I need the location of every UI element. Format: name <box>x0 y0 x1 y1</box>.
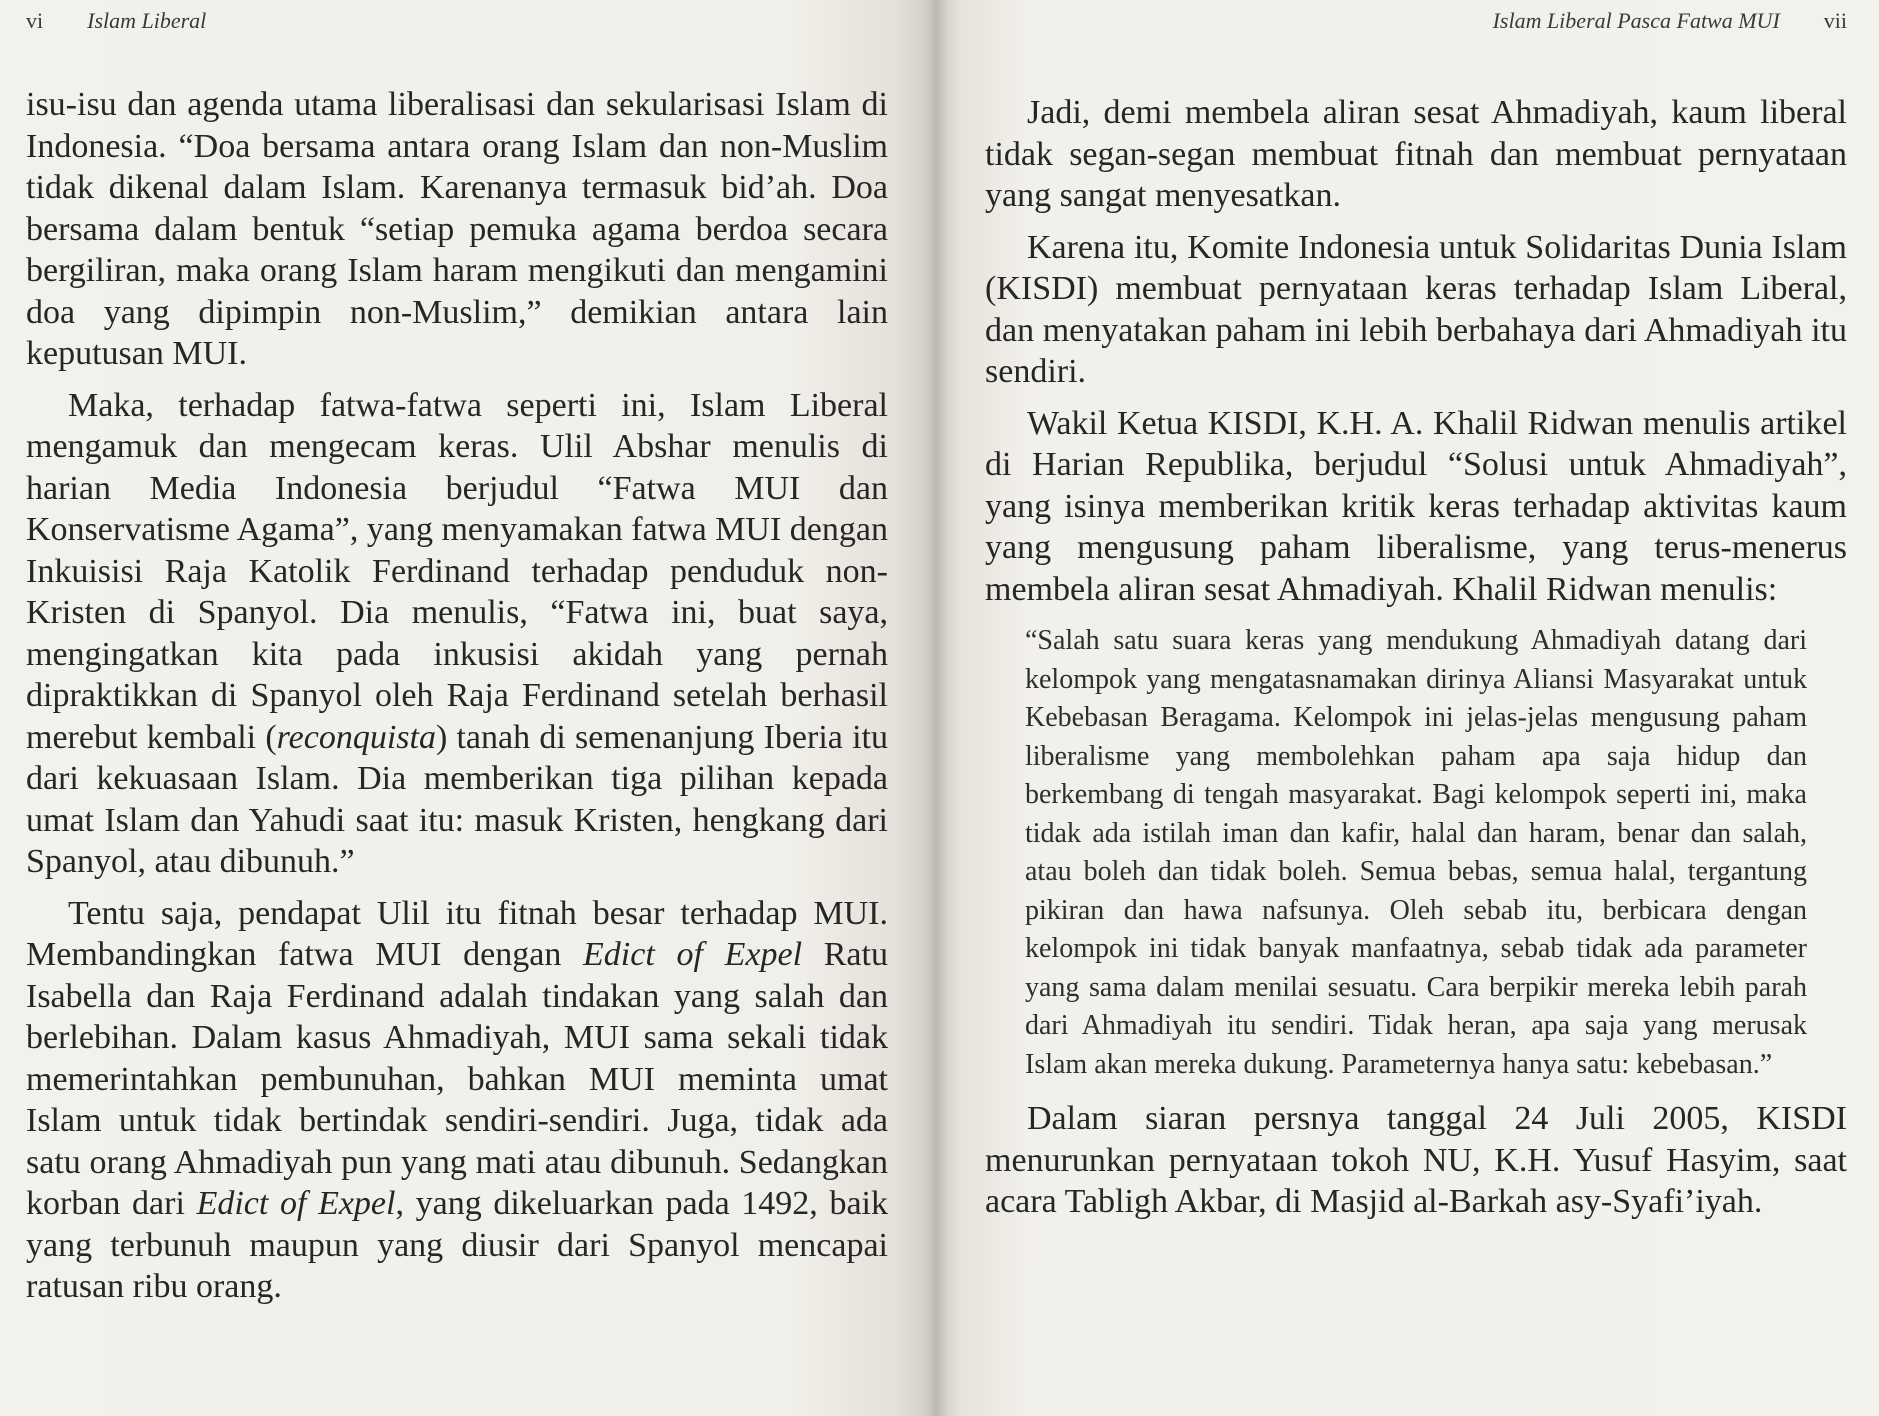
left-paragraph-3-italic-2: Edict of Expel <box>196 1185 396 1222</box>
left-text-block <box>26 84 888 1318</box>
left-paragraph-2-part-1: Maka, terhadap fatwa-fatwa seperti ini, Islam Liberal mengamuk dan mengecam keras. Ulil Abshar menulis di harian Media Indonesia berjudul “Fatwa MUI dan Konservatisme Agama”, yang menyamakan fatwa MUI dengan Inkuisisi Raja Katolik Ferdinand terhadap penduduk non-Kristen di Spanyol. Dia menulis, “Fatwa ini, buat saya, mengingatkan kita pada inkusisi akidah yang pernah dipraktikkan di Spanyol oleh Raja Ferdinand setelah berhasil merebut kembali ( <box>26 386 888 756</box>
right-paragraph-2: Karena itu, Komite Indonesia untuk Solidaritas Dunia Islam (KISDI) membuat pernyataan keras terhadap Islam Liberal, dan menyatakan paham ini lebih berbahaya dari Ahmadiyah itu sendiri. <box>985 228 1847 390</box>
left-running-title: Islam Liberal <box>87 8 207 33</box>
block-quote: “Salah satu suara keras yang mendukung Ahmadiyah datang dari kelompok yang mengatasnamakan dirinya Aliansi Masyarakat untuk Kebebasan Beragama. Kelompok ini jelas-jelas mengusung paham liberalisme yang membolehkan paham apa saja hidup dan berkembang di tengah masyarakat. Bagi kelompok seperti ini, maka tidak ada istilah iman dan kafir, halal dan haram, benar dan salah, atau boleh dan tidak boleh. Semua bebas, semua halal, tergantung pikiran dan hawa nafsunya. Oleh sebab itu, berbicara dengan kelompok ini tidak banyak manfaatnya, sebab tidak ada parameter yang sama dalam menilai sesuatu. Cara berpikir mereka lebih parah dari Ahmadiyah itu sendiri. Tidak heran, apa saja yang merusak Islam akan mereka dukung. Parameternya hanya satu: kebebasan.” <box>1025 625 1807 1080</box>
left-paragraph-2-italic: reconquista <box>276 718 436 756</box>
left-paragraph-2-part-2: ) tanah di semenanjung Iberia itu dari kekuasaan Islam. Dia memberikan tiga pilihan kepada umat Islam dan Yahudi saat itu: masuk Kristen, hengkang dari Spanyol, atau dibunuh.” <box>26 718 888 880</box>
right-paragraph-1: Jadi, demi membela aliran sesat Ahmadiyah, kaum liberal tidak segan-segan membuat fitnah dan membuat pernyataan yang sangat menyesatkan. <box>985 94 1847 214</box>
right-closing-paragraph: Dalam siaran persnya tanggal 24 Juli 2005, KISDI menurunkan pernyataan tokoh NU, K.H. Yusuf Hasyim, saat acara Tabligh Akbar, di Masjid al-Barkah asy-Syafi’iyah. <box>985 1100 1847 1220</box>
left-page <box>0 0 933 1416</box>
right-text-block <box>985 92 1847 1233</box>
left-paragraph-2 <box>26 385 888 883</box>
right-paragraph-3: Wakil Ketua KISDI, K.H. A. Khalil Ridwan menulis artikel di Harian Republika, berjudul “Solusi untuk Ahmadiyah”, yang isinya memberikan kritik keras terhadap aktivitas kaum yang mengusung paham liberalisme, yang terus-menerus membela aliran sesat Ahmadiyah. Khalil Ridwan menulis: <box>985 404 1847 608</box>
right-page-number: vii <box>1823 8 1847 33</box>
left-paragraph-3-part-2: Ratu Isabella dan Raja Ferdinand adalah tindakan yang salah dan berlebihan. Dalam kasus Ahmadiyah, MUI sama sekali tidak memerintahkan pembunuhan, bahkan MUI meminta umat Islam untuk tidak bertindak sendiri-sendiri. Juga, tidak ada satu orang Ahmadiyah pun yang mati atau dibunuh. Sedangkan korban dari <box>26 936 888 1222</box>
left-page-number: vi <box>26 8 44 33</box>
right-running-head <box>1493 8 1847 34</box>
left-paragraph-3-part-1: Tentu saja, pendapat Ulil itu fitnah besar terhadap MUI. Membandingkan fatwa MUI dengan <box>26 894 888 973</box>
left-paragraph-1: isu-isu dan agenda utama liberalisasi dan sekularisasi Islam di Indonesia. “Doa bersama antara orang Islam dan non-Muslim tidak dikenal dalam Islam. Karenanya termasuk bid’ah. Doa bersama dalam bentuk “setiap pemuka agama berdoa secara bergiliran, maka orang Islam haram mengikuti dan mengamini doa yang dipimpin non-Muslim,” demikian antara lain keputusan MUI. <box>26 86 888 372</box>
left-paragraph-3-italic-1: Edict of Expel <box>583 936 803 973</box>
left-paragraph-3-part-3: , yang dikeluarkan pada 1492, baik yang terbunuh maupun yang diusir dari Spanyol mencapai ratusan ribu orang. <box>26 1185 888 1305</box>
right-running-title: Islam Liberal Pasca Fatwa MUI <box>1492 8 1780 33</box>
left-running-head <box>26 8 206 34</box>
left-paragraph-3 <box>26 893 888 1308</box>
